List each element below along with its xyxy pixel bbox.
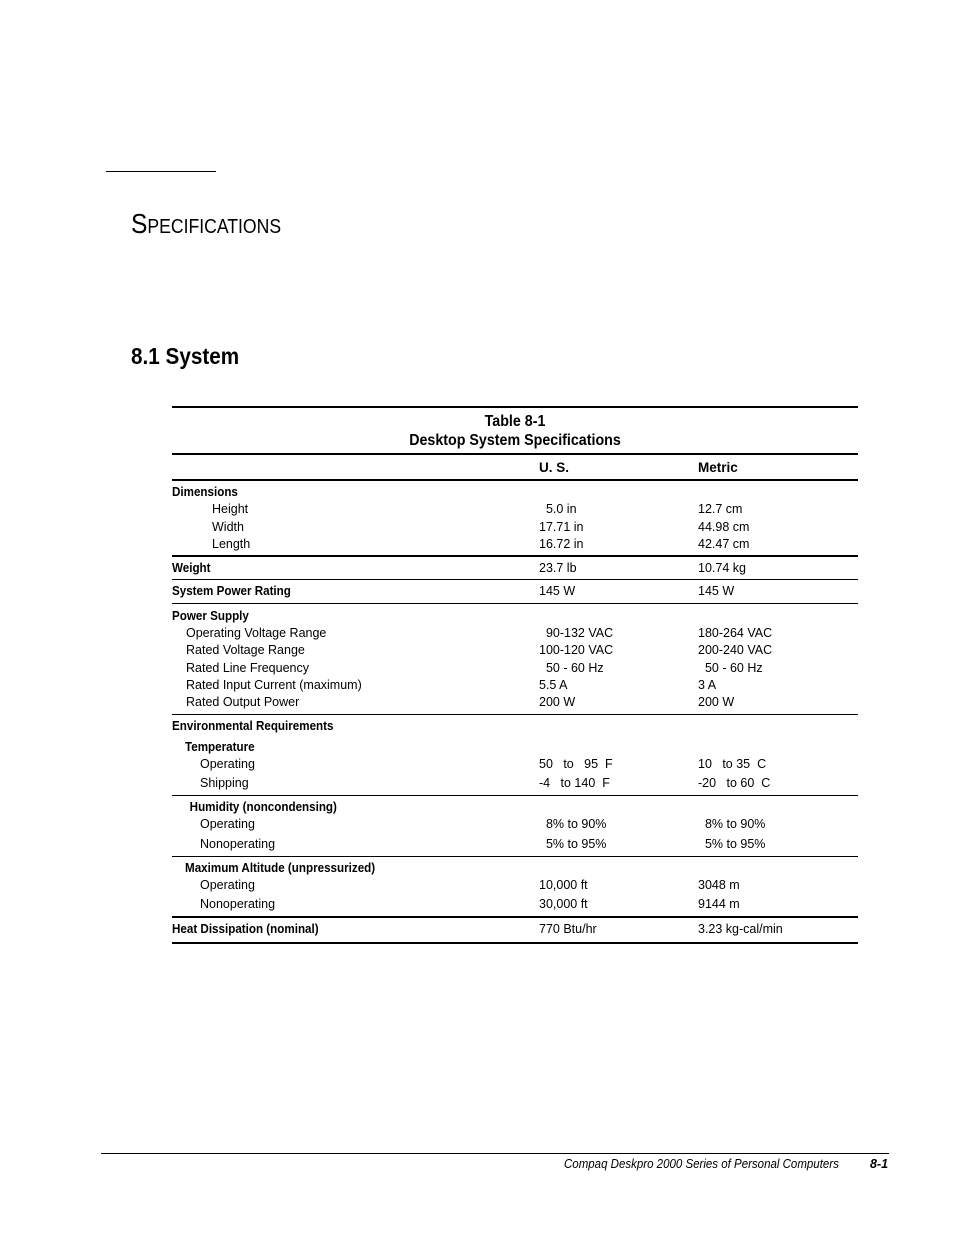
row-metric-value: 8% to 90% <box>698 817 766 832</box>
table-row <box>172 921 858 938</box>
row-metric-value: 3.23 kg-cal/min <box>698 922 783 937</box>
row-us-value: 145 W <box>539 584 576 599</box>
specifications-table <box>172 406 858 944</box>
column-header-metric: Metric <box>698 460 738 475</box>
footer-book-title: Compaq Deskpro 2000 Series of Personal Computers <box>564 1157 839 1171</box>
row-metric-value: 44.98 cm <box>698 519 750 534</box>
table-bottom-rule <box>172 942 858 944</box>
heat-group <box>172 918 858 941</box>
row-us-value: 90-132 VAC <box>539 626 614 641</box>
row-label: Shipping <box>200 776 249 791</box>
row-label: Height <box>212 502 249 517</box>
footer-rule <box>101 1153 889 1154</box>
dimensions-heading: Dimensions <box>172 485 238 499</box>
row-us-value: 50 to 95 F <box>539 756 613 771</box>
footer-page-number: 8-1 <box>870 1157 889 1171</box>
table-header <box>172 455 858 479</box>
row-metric-value: 42.47 cm <box>698 536 750 551</box>
section-title: 8.1 System <box>131 343 240 369</box>
row-label: Rated Line Frequency <box>186 660 309 675</box>
table-row <box>172 677 858 694</box>
row-metric-value: 50 - 60 Hz <box>698 660 763 675</box>
power-supply-heading: Power Supply <box>172 608 249 623</box>
row-label: Operating <box>200 878 255 893</box>
row-label: Heat Dissipation (nominal) <box>172 922 319 937</box>
row-metric-value: 145 W <box>698 584 735 599</box>
power-supply-group <box>172 604 858 714</box>
row-us-value: 16.72 in <box>539 536 584 551</box>
row-us-value: 23.7 lb <box>539 561 577 576</box>
row-metric-value: 3048 m <box>698 878 740 893</box>
row-label: System Power Rating <box>172 584 291 599</box>
table-row <box>172 519 858 536</box>
row-label: Width <box>212 519 244 534</box>
table-row <box>172 816 858 833</box>
row-metric-value: 200-240 VAC <box>698 643 773 658</box>
row-metric-value: 5% to 95% <box>698 836 766 851</box>
row-us-value: 10,000 ft <box>539 878 588 893</box>
weight-group <box>172 557 858 579</box>
humidity-group <box>172 796 858 856</box>
row-us-value: 770 Btu/hr <box>539 922 597 937</box>
row-us-value: -4 to 140 F <box>539 776 610 791</box>
table-number: Table 8-1 <box>484 413 546 430</box>
row-metric-value: 9144 m <box>698 897 740 912</box>
table-row <box>172 877 858 894</box>
row-metric-value: -20 to 60 C <box>698 776 771 791</box>
table-row <box>172 536 858 553</box>
row-label: Nonoperating <box>200 836 276 851</box>
environmental-group <box>172 715 858 796</box>
power-rating-group <box>172 580 858 602</box>
table-caption <box>199 408 830 453</box>
row-label: Length <box>212 536 251 551</box>
altitude-group <box>172 857 858 917</box>
row-us-value: 5.0 in <box>539 502 577 517</box>
row-metric-value: 10.74 kg <box>698 561 746 576</box>
chapter-rule <box>106 171 216 172</box>
humidity-heading: Humidity (noncondensing) <box>189 800 337 815</box>
table-row <box>172 560 858 577</box>
environmental-heading: Environmental Requirements <box>172 718 334 733</box>
row-us-value: 8% to 90% <box>539 817 607 832</box>
row-label: Weight <box>172 561 211 576</box>
row-metric-value: 3 A <box>698 677 717 692</box>
row-metric-value: 180-264 VAC <box>698 626 773 641</box>
row-label: Rated Input Current (maximum) <box>186 677 362 692</box>
dimensions-group <box>172 481 858 555</box>
row-us-value: 17.71 in <box>539 519 584 534</box>
column-header-us: U. S. <box>539 460 570 475</box>
row-us-value: 200 W <box>539 695 576 710</box>
row-metric-value: 12.7 cm <box>698 502 743 517</box>
row-us-value: 5.5 A <box>539 677 568 692</box>
row-label: Operating <box>200 756 255 771</box>
row-label: Operating Voltage Range <box>186 626 327 641</box>
row-us-value: 50 - 60 Hz <box>539 660 604 675</box>
row-label: Rated Output Power <box>186 695 300 710</box>
table-row <box>172 773 858 793</box>
table-row <box>172 625 858 642</box>
row-metric-value: 200 W <box>698 695 735 710</box>
table-title: Desktop System Specifications <box>409 432 621 449</box>
table-row <box>172 501 858 518</box>
row-metric-value: 10 to 35 C <box>698 756 767 771</box>
chapter-title: Specifications <box>131 208 282 239</box>
row-us-value: 5% to 95% <box>539 836 607 851</box>
row-label: Rated Voltage Range <box>186 643 305 658</box>
temperature-heading: Temperature <box>185 739 255 754</box>
altitude-heading: Maximum Altitude (unpressurized) <box>185 860 376 875</box>
table-row <box>172 583 858 600</box>
table-row <box>172 834 858 854</box>
row-label: Operating <box>200 817 255 832</box>
row-label: Nonoperating <box>200 897 276 912</box>
table-row <box>172 756 858 773</box>
table-row <box>172 694 858 711</box>
table-row <box>172 660 858 677</box>
table-row <box>172 642 858 659</box>
table-row <box>172 894 858 914</box>
row-us-value: 30,000 ft <box>539 897 588 912</box>
row-us-value: 100-120 VAC <box>539 643 614 658</box>
